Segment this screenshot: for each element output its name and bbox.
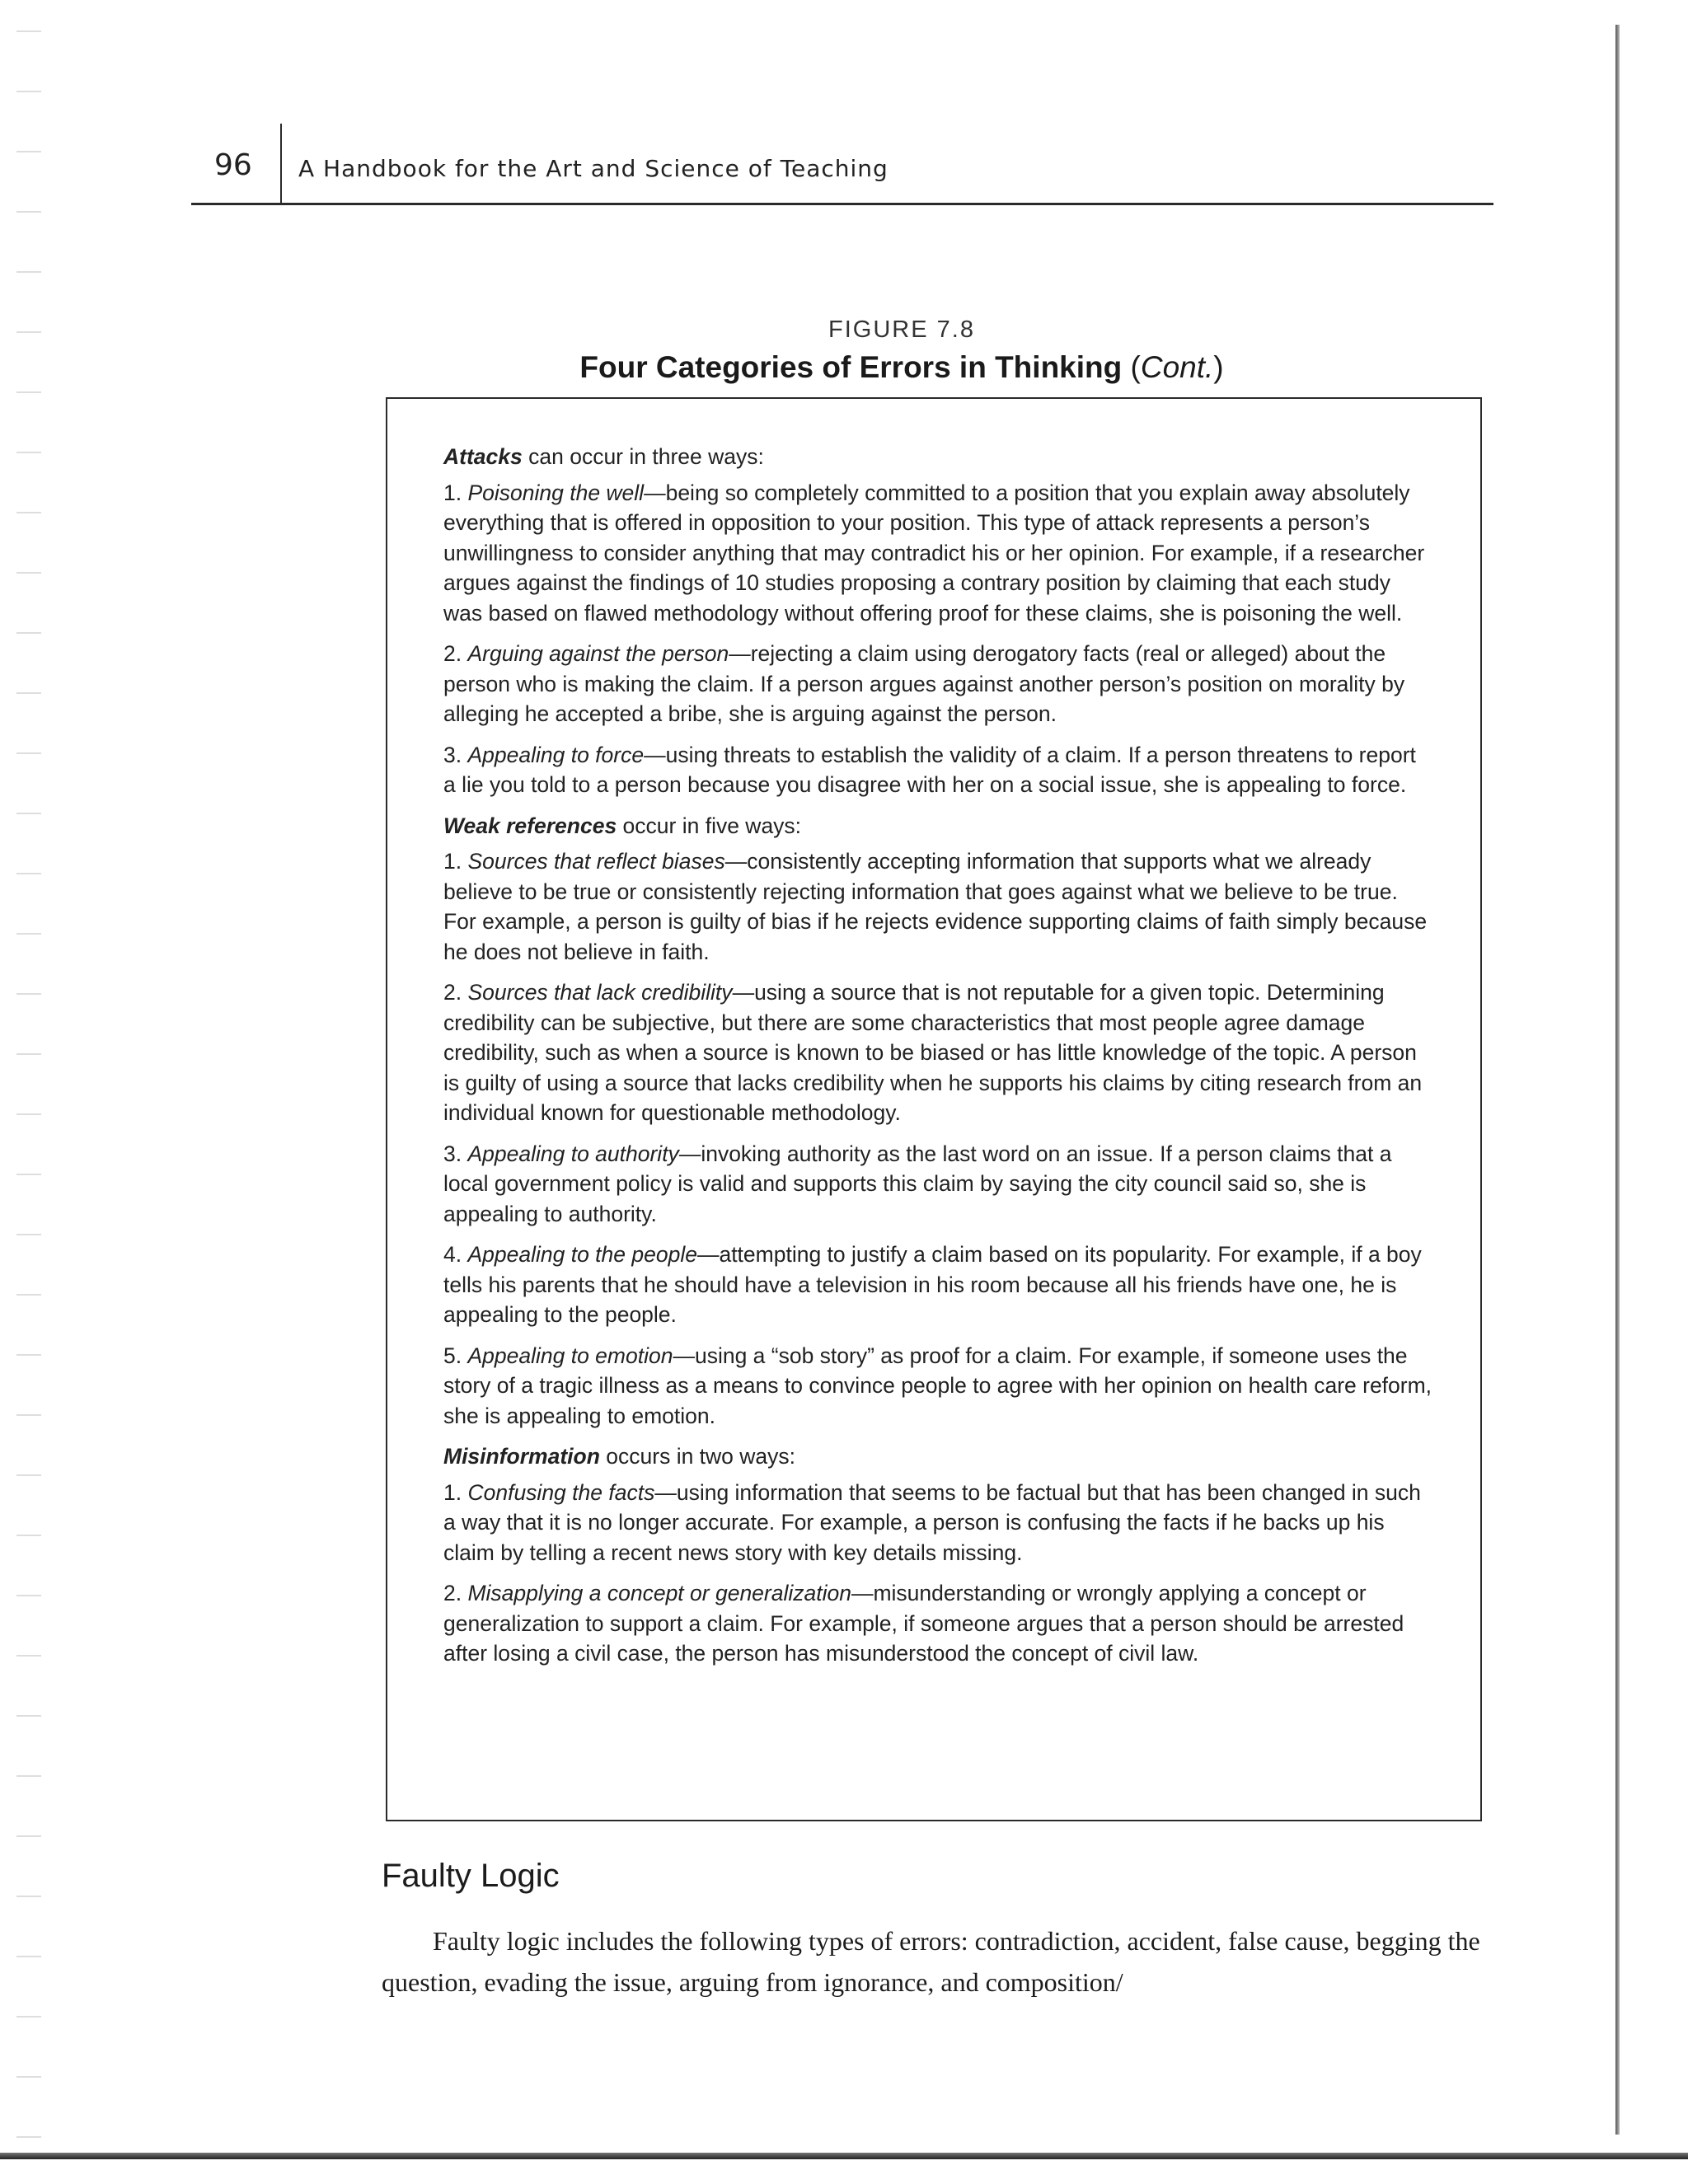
item-term: Sources that lack credibility [467,980,733,1005]
error-item [443,740,1432,800]
category-heading [443,811,1432,841]
error-item [443,1341,1432,1432]
item-term: Appealing to force [467,742,645,767]
error-item [443,846,1432,967]
figure-title [0,350,1688,385]
item-term: Confusing the facts [467,1479,655,1505]
item-number: 1. [443,1479,468,1505]
item-text: —using threats to establish the validity of a claim. If a person threatens to report a lie you told to a person because you disagree with her on a social issue, she is appealing to force. [443,742,1416,797]
figure-content [443,442,1432,1680]
error-item [443,977,1432,1128]
item-text: —attempting to justify a claim based on its popularity. For example, if a boy tells his parents that he should have a television in his room because all his friends have one, he is appealing to the people. [443,1242,1422,1327]
error-item [443,1240,1432,1330]
scan-bottom-edge [0,2153,1688,2159]
item-text: —using a source that is not reputable for a given topic. Determining credibility can be subjective, but there are some characteristics that most people agree damage credibility, such as when a source is known to be biased or has little knowledge of the topic. A person is guilty of using a source that lacks credibility when he supports his claims by citing research from an individual known for questionable methodology. [443,980,1423,1125]
error-item [443,1478,1432,1568]
item-term: Appealing to authority [467,1141,679,1166]
item-term: Poisoning the well [467,480,645,505]
item-term: Sources that reflect biases [467,849,725,874]
item-term: Appealing to emotion [467,1343,673,1368]
error-item [443,1139,1432,1230]
figure-title-text: Four Categories of Errors in Thinking [579,350,1123,384]
error-item [443,639,1432,729]
section-heading: Faulty Logic [382,1858,560,1894]
page-number: 96 [214,148,252,182]
item-text: —rejecting a claim using derogatory facts (real or alleged) about the person who is making the claim. If a person argues against another person’s position on morality by alleging he accepted a bribe, she is arguing against the person. [443,641,1405,726]
item-term: Arguing against the person [467,641,729,666]
item-text: —using information that seems to be factual but that has been changed in such a way that it is no longer accurate. For example, a person is confusing the facts if he backs up his claim by telling a recent news story with key details missing. [443,1479,1421,1565]
item-text: —misunderstanding or wrongly applying a concept or generalization to support a claim. For example, if someone argues that a person should be arrested after losing a civil case, the person has misunderstood the concept of civil law. [443,1581,1404,1666]
item-number: 3. [443,742,468,767]
error-category-weak-references [443,811,1432,1432]
body-paragraph: Faulty logic includes the following types of errors: contradiction, accident, false cause, begging the question, evading the issue, arguing from ignorance, and composition/ [382,1926,1480,1997]
item-number: 3. [443,1141,468,1166]
figure-label: FIGURE 7.8 [828,316,975,343]
item-text: —being so completely committed to a position that you explain away absolutely everything that is offered in opposition to your position. This type of attack represents a person’s unwillingness to consider anything that may contradict his or her opinion. For example, if a researcher argues against the findings of 10 studies proposing a contrary position by claiming that each study was based on flawed methodology without offering proof for these claims, she is poisoning the well. [443,480,1425,626]
item-text: —using a “sob story” as proof for a claim. For example, if someone uses the story of a tragic illness as a means to convince people to agree with her opinion on health care reform, she is appealing to emotion. [443,1343,1432,1428]
category-intro: occur in five ways: [617,813,802,838]
figure-title-cont-text: Cont. [1140,350,1214,384]
header-divider [280,124,282,203]
running-head: A Handbook for the Art and Science of Teaching [298,155,889,182]
category-term: Attacks [443,444,523,469]
item-number: 2. [443,1581,468,1605]
category-heading [443,1441,1432,1472]
item-term: Appealing to the people [467,1242,697,1267]
item-text: —consistently accepting information that supports what we already believe to be true or consistently rejecting information that goes against what we believe to be true. For example, a person is guilty of bias if he rejects evidence supporting claims of faith simply because he does not believe in faith. [443,849,1428,964]
category-heading [443,442,1432,472]
error-category-misinformation [443,1441,1432,1669]
category-term: Misinformation [443,1444,600,1469]
item-term: Misapplying a concept or generalization [467,1581,851,1605]
error-item [443,478,1432,629]
item-number: 2. [443,641,468,666]
category-intro: can occur in three ways: [522,444,764,469]
item-number: 5. [443,1343,468,1368]
page-header [191,124,1493,205]
error-item [443,1578,1432,1669]
item-number: 1. [443,480,468,505]
item-text: —invoking authority as the last word on an issue. If a person claims that a local government policy is valid and supports this claim by saying the city council said so, she is appealing to authority. [443,1141,1392,1226]
item-number: 4. [443,1242,468,1267]
category-term: Weak references [443,813,617,838]
error-category-attacks [443,442,1432,800]
item-number: 2. [443,980,468,1005]
figure-title-cont: (Cont.) [1130,350,1224,384]
item-number: 1. [443,849,468,874]
category-intro: occurs in two ways: [599,1444,796,1469]
